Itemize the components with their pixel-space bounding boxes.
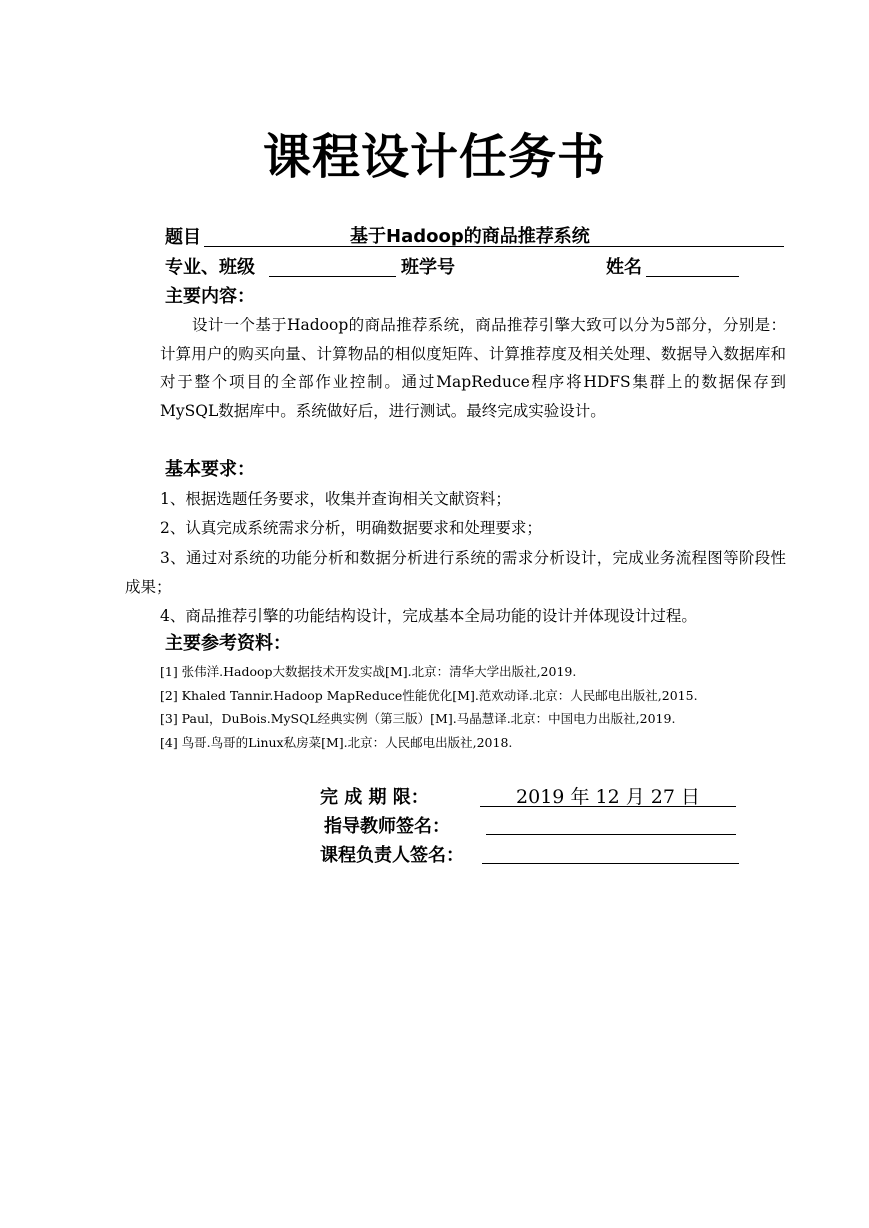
reference-item: [1] 张伟洋.Hadoop大数据技术开发实战[M].北京：清华大学出版社,2019.	[160, 664, 577, 679]
requirements-heading: 基本要求：	[165, 459, 255, 480]
document-title: 课程设计任务书	[262, 129, 606, 185]
advisor-signature-line	[486, 834, 736, 835]
major-class-underline	[269, 276, 396, 277]
major-class-label: 专业、班级	[165, 257, 255, 278]
references-list	[160, 660, 698, 754]
advisor-signature-label: 指导教师签名：	[324, 816, 450, 837]
requirement-item-2: 2、认真完成系统需求分析，明确数据要求和处理要求；	[160, 519, 542, 537]
course-lead-signature-line	[482, 863, 739, 864]
reference-item: [3] Paul，DuBois.MySQL经典实例（第三版）[M].马晶慧译.北京：中国电力出版社,2019.	[160, 711, 676, 726]
course-lead-signature-label: 课程负责人签名：	[320, 845, 464, 866]
deadline-underline	[480, 806, 736, 807]
topic-value: 基于Hadoop的商品推荐系统	[350, 226, 590, 247]
class-number-label: 班学号	[401, 257, 455, 278]
name-label: 姓名	[606, 257, 642, 278]
references-heading: 主要参考资料：	[165, 633, 291, 654]
deadline-label: 完 成 期 限：	[320, 787, 429, 808]
reference-item: [4] 鸟哥.鸟哥的Linux私房菜[M].北京：人民邮电出版社,2018.	[160, 734, 513, 750]
deadline-value: 2019 年 12 月 27 日	[516, 786, 700, 808]
name-underline	[646, 276, 739, 277]
main-content-paragraph: 设计一个基于Hadoop的商品推荐系统，商品推荐引擎大致可以分为5部分，分别是：计算用户的购买向量、计算物品的相似度矩阵、计算推荐度及相关处理、数据导入数据库和对于整个项目的全部作业控制。通过MapReduce程序将HDFS集群上的数据保存到MySQL数据库中。系统做好后，进行测试。最终完成实验设计。	[160, 316, 786, 420]
requirement-item-4: 4、商品推荐引擎的功能结构设计，完成基本全局功能的设计并体现设计过程。	[160, 607, 697, 625]
main-content-heading: 主要内容：	[165, 286, 255, 307]
reference-item: [2] Khaled Tannir.Hadoop MapReduce性能优化[M].范欢动译.北京：人民邮电出版社,2015.	[160, 687, 698, 703]
topic-label: 题目	[165, 227, 201, 248]
requirement-item-1: 1、根据选题任务要求，收集并查询相关文献资料；	[160, 490, 511, 508]
requirement-item-3: 3、通过对系统的功能分析和数据分析进行系统的需求分析设计，完成业务流程图等阶段性成果；	[125, 549, 786, 596]
